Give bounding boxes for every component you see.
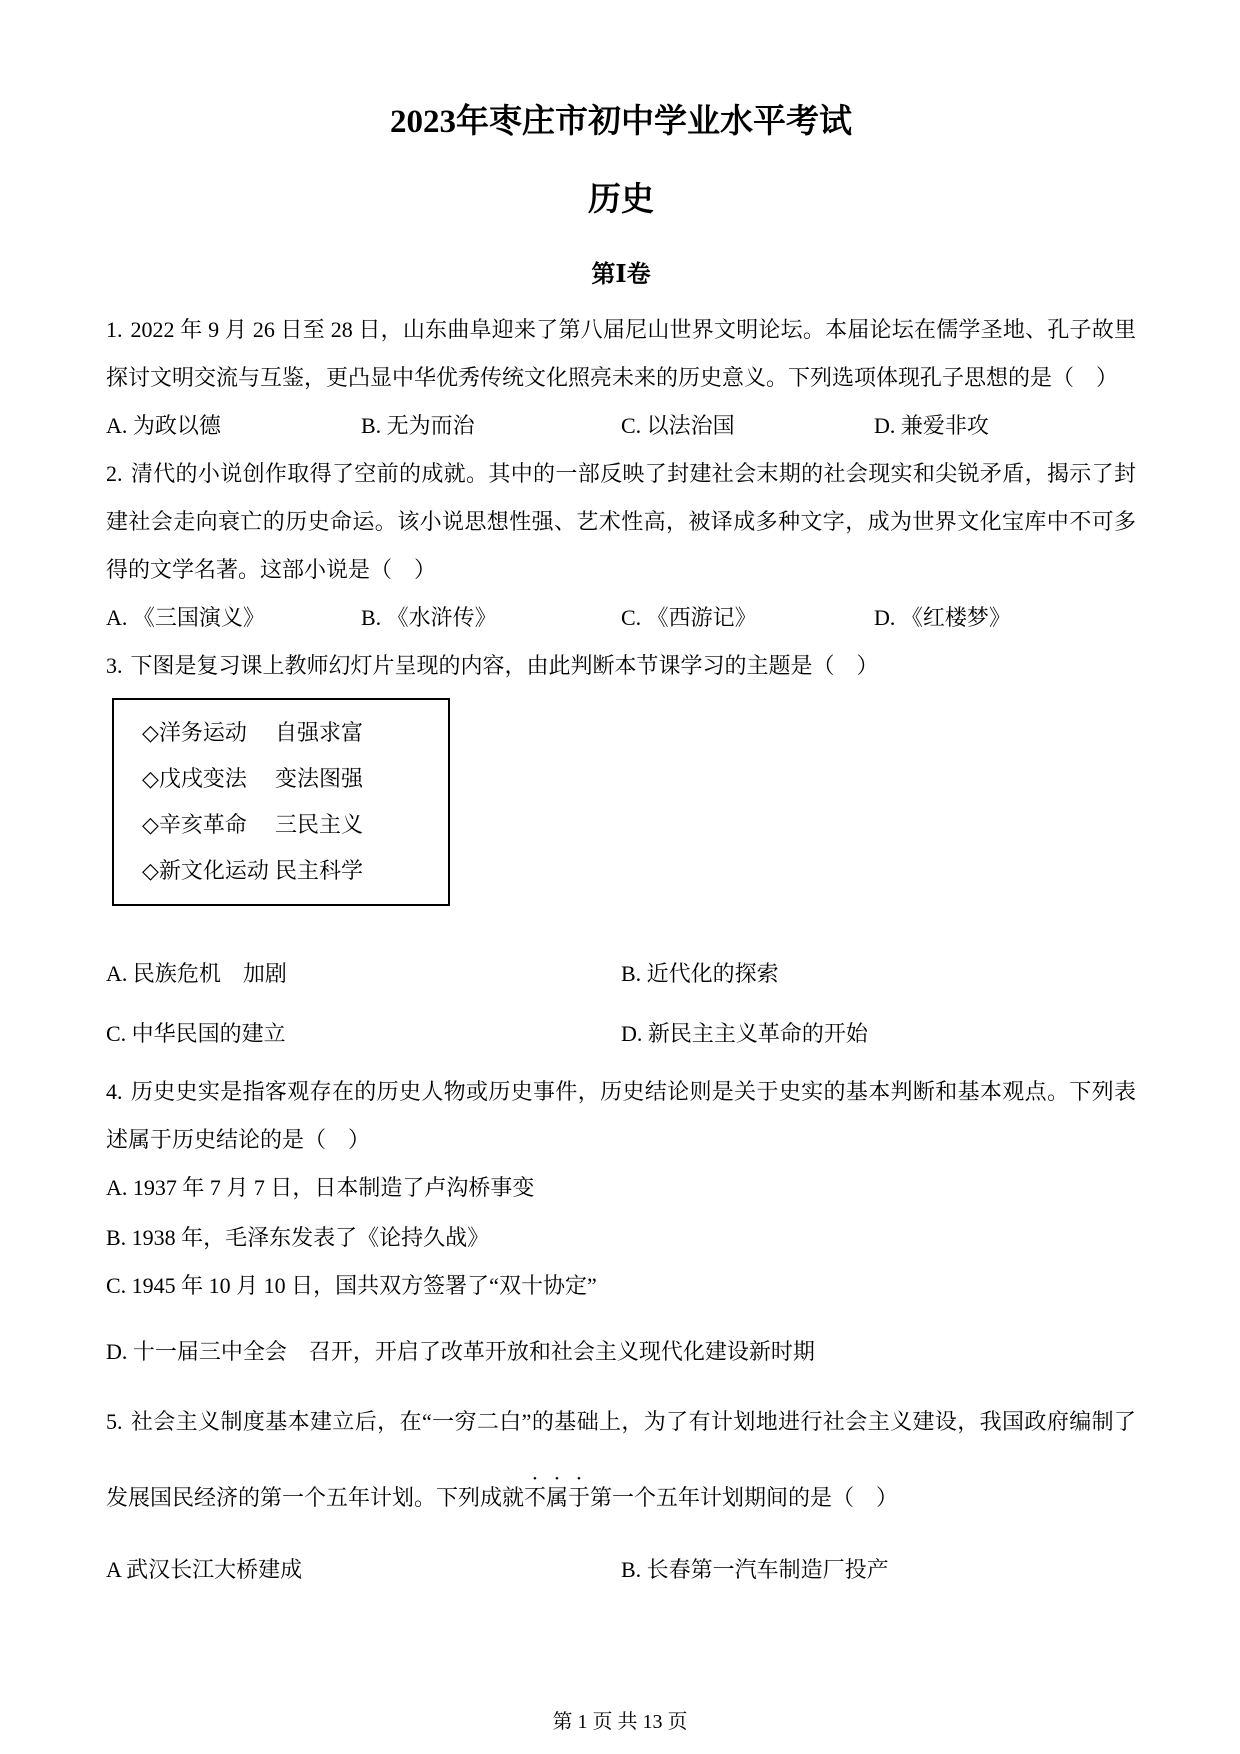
- question-1: [106, 306, 1136, 450]
- diamond-bullet-icon: ◇: [142, 765, 159, 791]
- slide-event: 戊戌变法: [158, 765, 247, 791]
- question-2-text: 清代的小说创作取得了空前的成就。其中的一部反映了封建社会末期的社会现实和尖锐矛盾，揭示了封建社会走向衰亡的历史命运。该小说思想性强、艺术性高，被译成多种文字，成为世界文化宝库中不可多得的文学名著。这部小说是（ ）: [106, 460, 1136, 582]
- question-3-option-c: C. 中华民国的建立: [106, 1020, 286, 1046]
- slide-event: 辛亥革命: [158, 811, 247, 837]
- question-3-text: 下图是复习课上教师幻灯片呈现的内容，由此判断本节课学习的主题是（ ）: [130, 652, 879, 678]
- question-4-number: 4.: [106, 1078, 123, 1104]
- question-1-stem: [106, 306, 1136, 402]
- page-number-label: 第 1 页 共 13 页: [552, 1711, 688, 1733]
- slide-slogan: 民主科学: [275, 857, 364, 883]
- question-1-options: [106, 402, 1136, 450]
- question-2-option-c: C. 《西游记》: [621, 604, 757, 630]
- section-heading: 第Ⅰ卷: [591, 261, 651, 288]
- slide-row-label: [142, 710, 275, 756]
- question-2-option-a: A. 《三国演义》: [106, 604, 265, 630]
- question-3-options-row-1: [106, 950, 1136, 998]
- slide-event: 洋务运动: [158, 719, 247, 745]
- slide-row: [142, 802, 438, 848]
- diamond-bullet-icon: ◇: [142, 811, 159, 837]
- question-5-option-b: B. 长春第一汽车制造厂投产: [621, 1556, 889, 1582]
- slide-row-label: [142, 802, 275, 848]
- slide-row-label: [142, 756, 275, 802]
- question-2-options: [106, 594, 1136, 642]
- question-2: [106, 450, 1136, 642]
- slide-row: [142, 756, 438, 802]
- slide-row: [142, 710, 438, 756]
- question-5-text-pre: 社会主义制度基本建立后，在“一穷二白”的基础上，为了有计划地进行社会主义建设，我国政府编制了发展国民经济的第一个五年计划。下列成就: [106, 1408, 1136, 1510]
- question-3-stem: [106, 642, 1136, 690]
- slide-event: 新文化运动: [158, 857, 269, 883]
- question-3-options-row-2: [106, 1010, 1136, 1058]
- question-5-options: [106, 1546, 1136, 1594]
- diamond-bullet-icon: ◇: [142, 719, 159, 745]
- slide-slogan: 自强求富: [275, 719, 364, 745]
- question-1-number: 1.: [106, 316, 123, 342]
- slide-slogan: 变法图强: [275, 765, 364, 791]
- question-4: [106, 1068, 1136, 1376]
- exam-subject: 历史: [588, 182, 654, 219]
- question-3: [106, 642, 1136, 1058]
- question-2-option-b: B. 《水浒传》: [361, 604, 497, 630]
- question-4-option-a: A. 1937 年 7 月 7 日，日本制造了卢沟桥事变: [106, 1174, 535, 1200]
- question-3-option-b: B. 近代化的探索: [621, 960, 779, 986]
- question-4-option-b: B. 1938 年，毛泽东发表了《论持久战》: [106, 1224, 490, 1250]
- question-5-text-post: 第一个五年计划期间的是（ ）: [590, 1484, 899, 1510]
- question-2-stem: [106, 450, 1136, 594]
- exam-title: 2023年枣庄市初中学业水平考试: [390, 104, 852, 140]
- question-4-option-c: C. 1945 年 10 月 10 日，国共双方签署了“双十协定”: [106, 1272, 597, 1298]
- question-3-option-d: D. 新民主主义革命的开始: [621, 1020, 868, 1046]
- slide-row: [142, 848, 438, 894]
- question-1-option-a: A. 为政以德: [106, 412, 221, 438]
- question-5-text-emphasized: 不属于: [524, 1484, 591, 1510]
- question-5-option-a: A 武汉长江大桥建成: [106, 1556, 303, 1582]
- question-1-text: 2022 年 9 月 26 日至 28 日，山东曲阜迎来了第八届尼山世界文明论坛。本届论坛在儒学圣地、孔子故里探讨文明交流与互鉴，更凸显中华优秀传统文化照亮未来的历史意义。下列选项体现孔子思想的是（ ）: [106, 316, 1136, 390]
- slide-box: [112, 698, 450, 906]
- question-4-option-d: D. 十一届三中全会 召开，开启了改革开放和社会主义现代化建设新时期: [106, 1338, 815, 1364]
- question-5-number: 5.: [106, 1408, 123, 1434]
- question-4-stem: [106, 1068, 1136, 1164]
- question-2-option-d: D. 《红楼梦》: [874, 604, 1011, 630]
- question-5: [106, 1384, 1136, 1594]
- question-1-option-b: B. 无为而治: [361, 412, 475, 438]
- slide-slogan: 三民主义: [275, 811, 364, 837]
- diamond-bullet-icon: ◇: [142, 857, 159, 883]
- question-1-option-c: C. 以法治国: [621, 412, 735, 438]
- question-2-number: 2.: [106, 460, 123, 486]
- page-footer: [0, 1710, 1240, 1734]
- question-1-option-d: D. 兼爱非攻: [874, 412, 989, 438]
- question-5-stem: [106, 1384, 1136, 1536]
- slide-row-label: [142, 848, 275, 894]
- question-3-number: 3.: [106, 652, 123, 678]
- question-3-option-a: A. 民族危机 加剧: [106, 960, 287, 986]
- question-4-text: 历史史实是指客观存在的历史人物或历史事件，历史结论则是关于史实的基本判断和基本观点。下列表述属于历史结论的是（ ）: [106, 1078, 1136, 1152]
